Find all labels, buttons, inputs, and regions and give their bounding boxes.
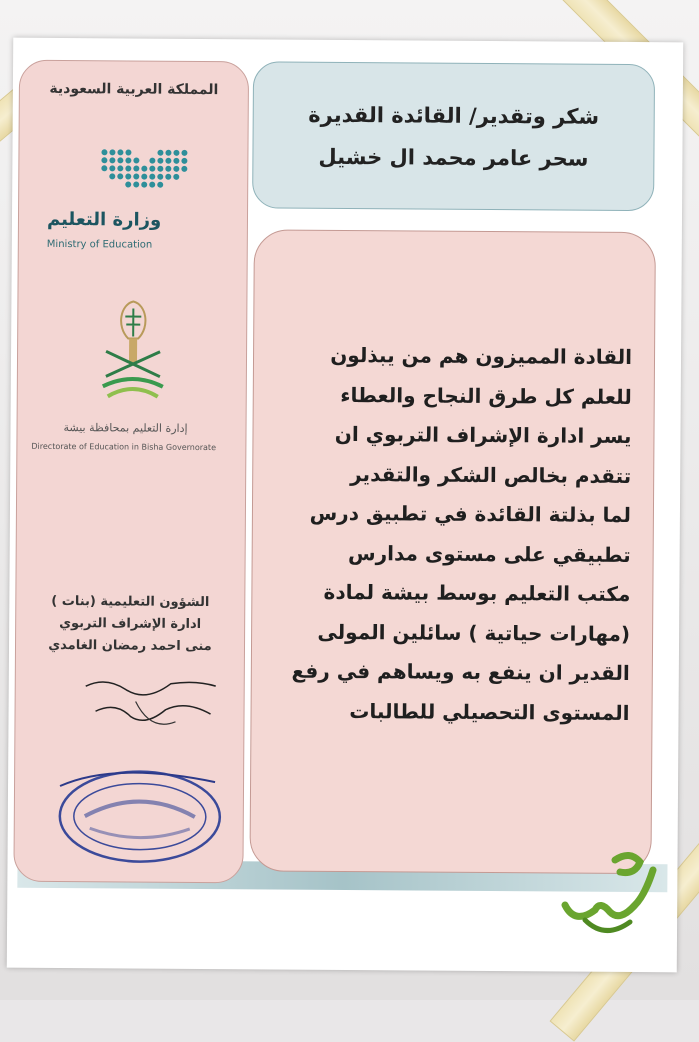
sidebar-panel	[13, 60, 249, 884]
moe-english-name: Ministry of Education	[46, 238, 153, 251]
moe-logo-icon	[99, 146, 189, 192]
supervision-line: ادارة الإشراف التربوي	[59, 616, 202, 632]
signatory-block	[16, 591, 244, 659]
message-text	[271, 336, 632, 733]
message-line: القادة المميزون هم من يبذلون	[330, 342, 633, 369]
message-box	[249, 229, 655, 874]
certificate-paper	[7, 38, 683, 973]
message-line: (مهارات حياتية ) سائلين المولى	[317, 619, 631, 646]
signature-icon	[75, 671, 225, 742]
message-line: للعلم كل طرق النجاح والعطاء	[340, 382, 632, 409]
message-line: لما بذلتة القائدة في تطبيق درس	[309, 500, 632, 527]
watermark-logo-icon	[555, 850, 665, 940]
bisha-emblem-icon	[98, 296, 169, 411]
director-name: منى احمد رمضان الغامدي	[48, 637, 212, 655]
kingdom-heading: المملكة العربية السعودية	[49, 80, 219, 99]
message-line: تتقدم بخالص الشكر والتقدير	[350, 461, 632, 488]
message-line: تطبيقي على مستوى مدارس	[348, 540, 631, 567]
message-line: القدير ان ينفع به ويساهم في رفع	[291, 658, 630, 685]
recipient-name: سحر عامر محمد ال خشيل	[318, 144, 589, 171]
bisha-english-name: Directorate of Education in Bisha Governorate	[31, 441, 217, 453]
message-line: مكتب التعليم بوسط بيشة لمادة	[323, 579, 631, 606]
title-box	[252, 61, 655, 211]
message-line: المستوى التحصيلي للطالبات	[349, 698, 630, 725]
certificate-title: شكر وتقدير/ القائدة القديرة	[308, 102, 600, 129]
official-stamp-icon	[54, 766, 225, 867]
message-line: يسر ادارة الإشراف التربوي ان	[334, 421, 632, 448]
moe-arabic-name: وزارة التعليم	[46, 208, 162, 231]
bisha-arabic-name: إدارة التعليم بمحافظة بيشة	[63, 421, 188, 435]
affairs-line: الشؤون التعليمية (بنات )	[51, 593, 210, 611]
